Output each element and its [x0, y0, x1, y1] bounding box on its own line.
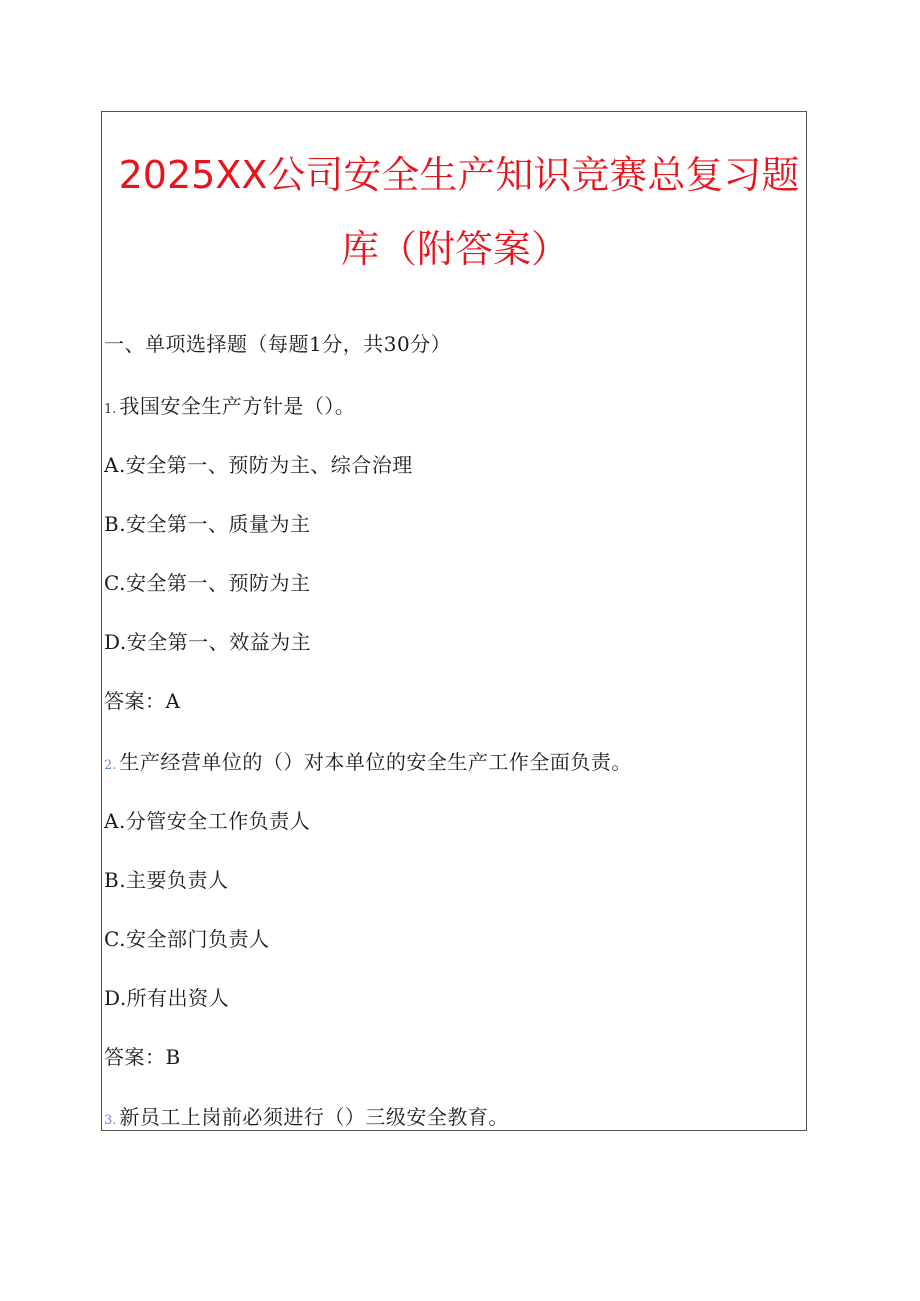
question-2-number: 2.	[104, 758, 117, 773]
question-1-text: 我国安全生产方针是（）。	[119, 394, 356, 418]
title-line-2: 库（附答案）	[340, 227, 569, 271]
question-1-number: 1.	[104, 402, 117, 417]
question-1-option-c: C.安全第一、预防为主	[104, 571, 311, 595]
question-1-option-b: B.安全第一、质量为主	[104, 512, 311, 536]
question-2-answer: 答案：B	[104, 1045, 181, 1069]
question-2-option-c: C.安全部门负责人	[104, 927, 270, 951]
question-3-number: 3.	[104, 1113, 117, 1128]
question-2-option-a: A.分管安全工作负责人	[104, 809, 311, 833]
question-2-option-b: B.主要负责人	[104, 868, 229, 892]
document-title	[102, 138, 807, 286]
question-2-option-d: D.所有出资人	[104, 986, 230, 1010]
question-2-text: 生产经营单位的（）对本单位的安全生产工作全面负责。	[119, 750, 632, 774]
title-line-1: 2025XX公司安全生产知识竞赛总复习题	[118, 153, 800, 197]
document-page	[101, 111, 807, 1131]
question-3	[104, 1103, 509, 1131]
question-3-text: 新员工上岗前必须进行（）三级安全教育。	[119, 1105, 509, 1129]
question-1-option-d: D.安全第一、效益为主	[104, 630, 312, 654]
question-1	[104, 392, 355, 424]
question-1-option-a: A.安全第一、预防为主、综合治理	[104, 453, 413, 477]
section-heading: 一、单项选择题（每题1分，共30分）	[104, 332, 452, 356]
question-2	[104, 748, 632, 780]
question-1-answer: 答案：A	[104, 689, 181, 713]
